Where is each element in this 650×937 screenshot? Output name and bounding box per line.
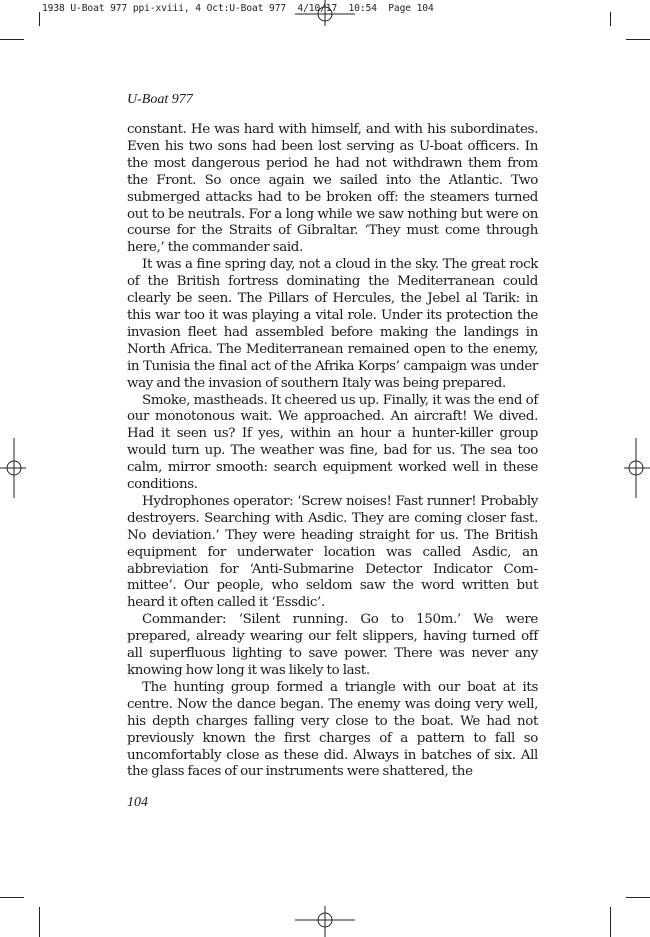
body-text (127, 122, 538, 781)
crop-mark-bottom-right-v (610, 907, 611, 937)
paragraph: Hydrophones operator: ‘Screw noises! Fast runner! Probably destroyers. Searching with Asdic. They are coming closer fast. No deviation.’ They were heading straight for us. The British equipment for underwater location was called Asdic, an abbreviation for ‘Anti-Submarine Detector Indicator Committee’. Our people, who seldom saw the word written but heard it often called it ‘Essdic’. (127, 493, 538, 611)
registration-mark-top-icon (295, 0, 355, 26)
crop-mark-bottom-left-v (39, 907, 40, 937)
paragraph: It was a fine spring day, not a cloud in the sky. The great rock of the British fortress dominating the Mediterranean could clearly be seen. The Pillars of Hercules, the Jebel al Tarik: in this war too it was playing a vital role. Under its protection the invasion fleet had assembled before making the landings in North Africa. The Mediterranean remained open to the enemy, in Tunisia the final act of the Afrika Korps’ campaign was under way and the invasion of southern Italy was being prepared. (127, 257, 538, 391)
paragraph: constant. He was hard with himself, and with his subordinates. Even his two sons had been lost serving as U-boat officers. In the most dangerous period he had not withdrawn them from the Front. So once again we sailed into the Atlantic. Two submerged attacks had to be broken off: the steamers turned out to be neutrals. For a long while we saw nothing but were on course for the Straits of Gibraltar. ‘They must come through here,’ the commander said. (127, 122, 538, 256)
crop-mark-top-left-h (0, 39, 24, 40)
registration-mark-right-icon (624, 438, 650, 498)
crop-mark-top-right-v (610, 12, 611, 26)
registration-mark-left-icon (0, 438, 26, 498)
paragraph: The hunting group formed a triangle with our boat at its centre. Now the dance began. The enemy was doing very well, his depth charges falling very close to the boat. We had not previously known the first charges of a pattern to fall so uncomfortably close as these did. Always in batches of six. All the glass faces of our instruments were shattered, the (127, 679, 538, 780)
running-head: U-Boat 977 (127, 92, 193, 107)
printer-slug-line: 1938 U-Boat 977 ppi-xviii, 4 Oct:U-Boat 977 4/10/17 10:54 Page 104 (42, 3, 434, 14)
crop-mark-bottom-right-h (626, 897, 650, 898)
crop-mark-bottom-left-h (0, 897, 24, 898)
registration-mark-bottom-icon (295, 906, 355, 937)
paragraph: Commander: ‘Silent running. Go to 150m.’ We were prepared, already wearing our felt slippers, having turned off all superfluous lighting to save power. There was never any knowing how long it was likely to last. (127, 612, 538, 678)
page-number: 104 (127, 795, 148, 810)
crop-mark-top-left-v (39, 12, 40, 26)
crop-mark-top-right-h (626, 39, 650, 40)
paragraph: Smoke, mastheads. It cheered us up. Finally, it was the end of our monotonous wait. We approached. An aircraft! We dived. Had it seen us? If yes, within an hour a hunter-killer group would turn up. The weather was fine, bad for us. The sea too calm, mirror smooth: search equipment worked well in these conditions. (127, 392, 538, 493)
